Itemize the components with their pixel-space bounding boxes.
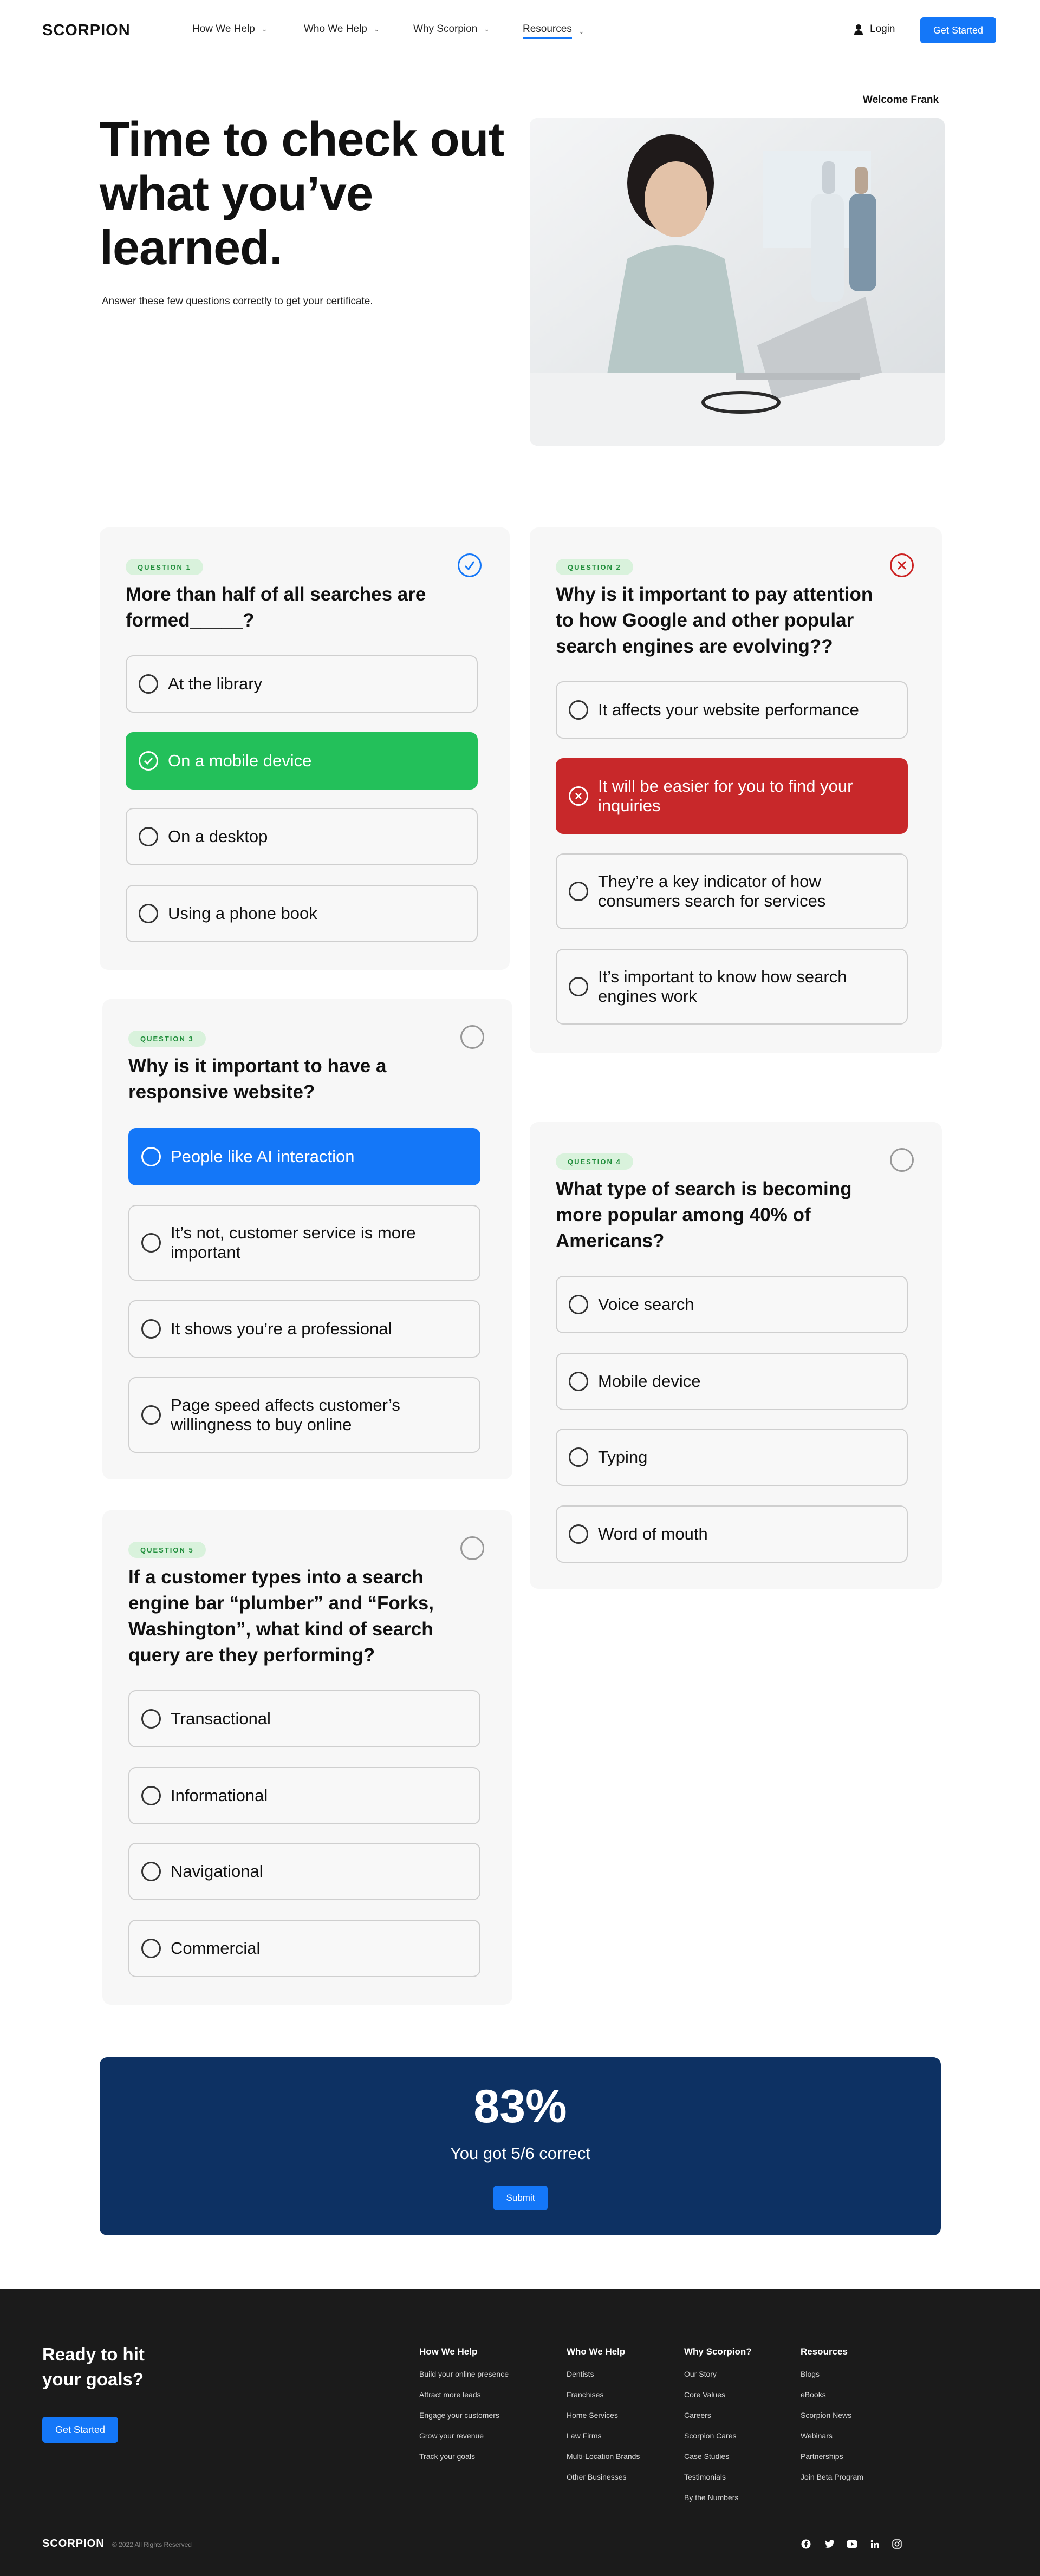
option-label: On a mobile device [168,751,312,770]
footer-column-title: How We Help [419,2346,478,2357]
footer-logo[interactable]: SCORPION [42,2538,105,2549]
footer-link[interactable]: eBooks [801,2390,826,2399]
radio-icon [141,1233,161,1253]
footer-link[interactable]: Other Businesses [567,2473,627,2481]
footer-link[interactable]: Partnerships [801,2452,843,2461]
footer [0,2289,1040,2576]
answer-option[interactable] [556,1276,908,1333]
radio-icon [569,882,588,901]
answer-option-selected-correct[interactable] [126,732,478,790]
nav-resources[interactable] [523,23,584,39]
question-text: If a customer types into a search engine bar “plumber” and “Forks, Washington”, what kind of search query are they performing? [128,1567,434,1666]
footer-heading: Ready to hit your goals? [42,2344,145,2389]
answer-option-selected[interactable] [128,1128,480,1185]
footer-column-who-we-help [567,2346,640,2494]
option-label: It’s important to know how search engines work [598,967,847,1006]
footer-link[interactable]: Home Services [567,2411,618,2420]
answer-option[interactable] [126,885,478,942]
answer-option[interactable] [126,655,478,713]
x-circle-icon [569,786,588,806]
question-text: What type of search is becoming more popular among 40% of Americans? [556,1178,852,1251]
question-card-1 [100,527,510,970]
answer-option[interactable] [128,1843,480,1900]
footer-link[interactable]: Dentists [567,2370,594,2378]
radio-icon [569,1295,588,1314]
login-link[interactable] [854,23,895,35]
answer-option[interactable] [556,1429,908,1486]
answer-option[interactable] [556,949,908,1025]
radio-icon [139,904,158,923]
footer-link[interactable]: Blogs [801,2370,820,2378]
radio-icon [569,700,588,720]
answer-option[interactable] [128,1300,480,1358]
user-icon [854,24,863,34]
score-percent: 83% [473,2081,567,2132]
footer-column-title: Resources [801,2346,848,2357]
question-badge: QUESTION 5 [128,1542,206,1558]
answer-option[interactable] [128,1377,480,1453]
radio-icon [141,1319,161,1339]
radio-icon [141,1786,161,1805]
chevron-down-icon: ⌄ [578,27,584,35]
option-label: Page speed affects customer’s willingness to buy online [171,1395,400,1434]
footer-link[interactable]: Webinars [801,2431,833,2440]
option-label: Word of mouth [598,1524,708,1543]
facebook-icon[interactable] [800,2538,812,2550]
question-card-4 [530,1122,942,1589]
answer-option-selected-wrong[interactable] [556,758,908,834]
question-text: Why is it important to have a responsive website? [128,1055,387,1103]
question-badge: QUESTION 2 [556,559,633,575]
nav-who-we-help[interactable] [304,23,380,35]
footer-link[interactable]: Scorpion Cares [684,2431,737,2440]
option-label: Voice search [598,1295,694,1314]
score-panel [100,2057,941,2235]
option-label: Commercial [171,1939,261,1958]
submit-button[interactable]: Submit [493,2186,548,2210]
footer-link[interactable]: Core Values [684,2390,726,2399]
option-label: It affects your website performance [598,700,859,719]
hero-photo-woman-laptop [530,118,945,446]
wrong-status-icon [890,553,914,577]
page-title: Time to check out what you’ve learned. [100,113,504,275]
copyright-text: © 2022 All Rights Reserved [112,2541,192,2548]
radio-icon [569,1372,588,1391]
option-label: It shows you’re a professional [171,1319,392,1338]
option-label: Using a phone book [168,904,317,923]
nav-label: How We Help [192,23,255,35]
question-text: More than half of all searches are formed_____? [126,584,426,631]
question-badge: QUESTION 1 [126,559,203,575]
nav-label: Who We Help [304,23,367,35]
answer-option[interactable] [128,1920,480,1977]
footer-link[interactable]: Join Beta Program [801,2473,863,2481]
question-badge: QUESTION 4 [556,1153,633,1170]
check-circle-icon [139,751,158,771]
footer-column-why-scorpion [684,2346,752,2514]
option-label: Typing [598,1447,648,1466]
footer-link[interactable]: Franchises [567,2390,604,2399]
footer-column-title: Who We Help [567,2346,626,2357]
welcome-message: Welcome Frank [863,94,939,106]
answer-option[interactable] [128,1205,480,1281]
unanswered-status-icon [460,1536,484,1560]
radio-icon [569,1447,588,1467]
youtube-icon[interactable] [846,2538,858,2550]
option-label: At the library [168,674,263,693]
radio-icon [141,1862,161,1881]
footer-link[interactable]: By the Numbers [684,2493,739,2502]
answer-option[interactable] [556,681,908,739]
footer-link[interactable]: Track your goals [419,2452,475,2461]
question-card-2 [530,527,942,1053]
answer-option[interactable] [128,1767,480,1824]
footer-column-how-we-help [419,2346,509,2473]
footer-get-started-button[interactable]: Get Started [42,2417,118,2443]
footer-column-resources [801,2346,863,2494]
question-badge: QUESTION 3 [128,1031,206,1047]
footer-link[interactable]: Case Studies [684,2452,730,2461]
option-label: People like AI interaction [171,1147,355,1166]
footer-link[interactable]: Careers [684,2411,711,2420]
option-label: Navigational [171,1862,263,1881]
option-label: It’s not, customer service is more important [171,1223,416,1262]
chevron-down-icon: ⌄ [484,25,490,33]
nav-why-scorpion[interactable] [413,23,490,35]
option-label: Mobile device [598,1372,701,1391]
unanswered-status-icon [890,1148,914,1172]
question-card-5 [102,1510,512,2005]
footer-link[interactable]: Engage your customers [419,2411,499,2420]
footer-link[interactable]: Grow your revenue [419,2431,484,2440]
login-label: Login [870,23,895,35]
radio-icon [139,827,158,846]
answer-option[interactable] [126,808,478,865]
answer-option[interactable] [556,853,908,929]
option-label: It will be easier for you to find your inquiries [598,777,853,815]
answer-option[interactable] [556,1353,908,1410]
footer-link[interactable]: Attract more leads [419,2390,481,2399]
option-label: Transactional [171,1709,271,1728]
footer-link[interactable]: Build your online presence [419,2370,509,2378]
radio-icon [141,1147,161,1166]
instagram-icon[interactable] [891,2538,903,2550]
footer-link[interactable]: Our Story [684,2370,717,2378]
unanswered-status-icon [460,1025,484,1049]
top-navigation [0,0,1040,60]
question-card-3 [102,999,512,1479]
question-text: Why is it important to pay attention to how Google and other popular search engines are evolving?? [556,584,873,657]
answer-option[interactable] [128,1690,480,1747]
radio-icon [569,977,588,996]
radio-icon [139,674,158,694]
chevron-down-icon: ⌄ [261,25,268,33]
radio-icon [141,1709,161,1729]
option-label: They’re a key indicator of how consumers search for services [598,872,826,910]
score-message: You got 5/6 correct [450,2144,591,2163]
get-started-button[interactable]: Get Started [920,17,996,43]
radio-icon [569,1524,588,1544]
chevron-down-icon: ⌄ [373,25,380,33]
footer-link[interactable]: Testimonials [684,2473,726,2481]
nav-label: Resources [523,23,572,39]
page-subtitle: Answer these few questions correctly to get your certificate. [102,296,373,307]
logo[interactable]: SCORPION [42,22,131,39]
radio-icon [141,1939,161,1958]
twitter-icon[interactable] [824,2538,836,2550]
option-label: On a desktop [168,827,268,846]
linkedin-icon[interactable] [869,2538,881,2550]
answer-option[interactable] [556,1505,908,1563]
option-label: Informational [171,1786,268,1805]
footer-link[interactable]: Multi-Location Brands [567,2452,640,2461]
correct-status-icon [458,553,482,577]
radio-icon [141,1405,161,1425]
footer-link[interactable]: Law Firms [567,2431,602,2440]
footer-link[interactable]: Scorpion News [801,2411,852,2420]
footer-column-title: Why Scorpion? [684,2346,752,2357]
nav-how-we-help[interactable] [192,23,268,35]
nav-label: Why Scorpion [413,23,478,35]
